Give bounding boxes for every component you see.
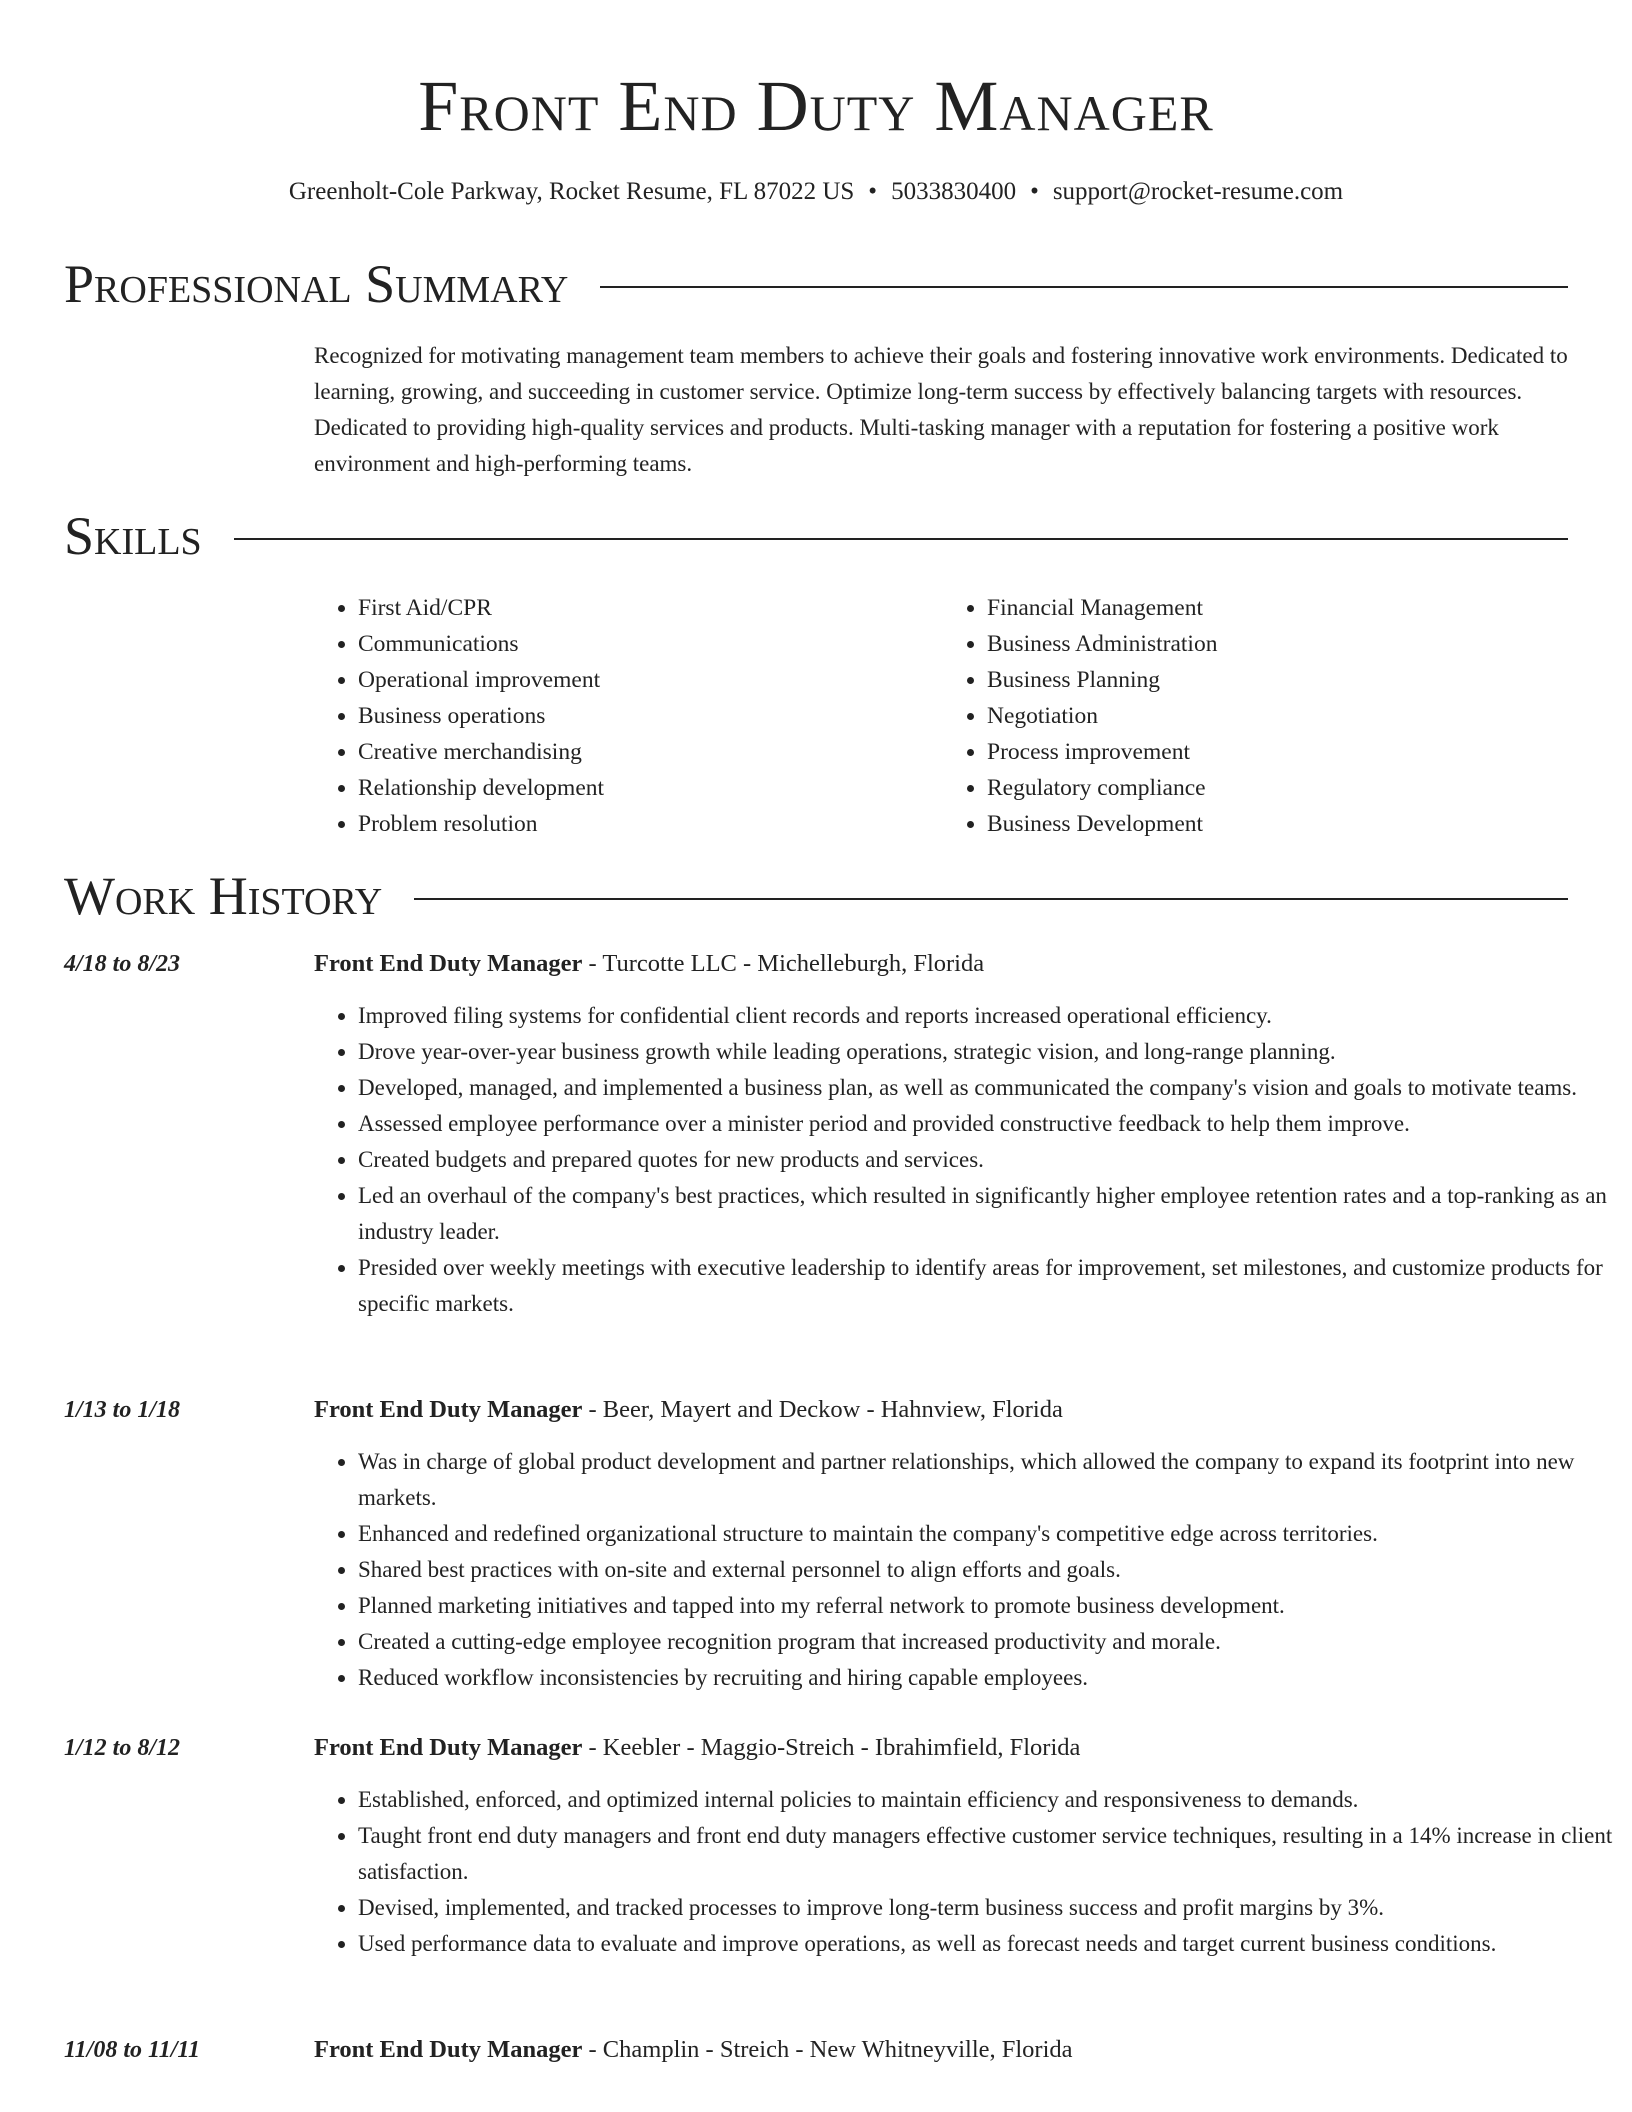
email-link[interactable]: support@rocket-resume.com — [1052, 178, 1344, 205]
job-bullet: • Led an overhaul of the company's best practices, which resulted in significantly higher employee retention rates and a top-ranking as an industry leader. — [358, 1178, 1616, 1250]
job-title: Front End Duty Manager — [314, 1734, 583, 1761]
skill-item: • First Aid/CPR — [358, 590, 943, 626]
contact-line — [0, 174, 1632, 210]
skill-item: • Business Administration — [987, 626, 1572, 662]
job-title: Front End Duty Manager — [314, 1396, 583, 1423]
skill-item: • Business Planning — [987, 662, 1572, 698]
job-employer: - Beer, Mayert and Deckow - Hahnview, Florida — [582, 1396, 1063, 1423]
job-bullet: • Shared best practices with on-site and external personnel to align efforts and goals. — [358, 1552, 1616, 1588]
job-bullet: • Devised, implemented, and tracked processes to improve long-term business success and profit margins by 3%. — [358, 1890, 1616, 1926]
section-divider — [600, 286, 1568, 288]
job-bullet: • Was in charge of global product development and partner relationships, which allowed the company to expand its footprint into new markets. — [358, 1444, 1616, 1516]
skills-list — [314, 590, 1572, 842]
job-bullet: • Enhanced and redefined organizational structure to maintain the company's competitive edge across territories. — [358, 1516, 1616, 1552]
job-heading — [314, 946, 984, 982]
work-history-heading: Work History — [64, 866, 383, 926]
job-bullet: • Created a cutting-edge employee recognition program that increased productivity and morale. — [358, 1624, 1616, 1660]
skill-item: • Creative merchandising — [358, 734, 943, 770]
job-dates: 1/13 to 1/18 — [64, 1397, 181, 1423]
skill-item: • Operational improvement — [358, 662, 943, 698]
summary-heading: Professional Summary — [64, 254, 569, 314]
skills-heading: Skills — [64, 506, 202, 566]
work-history-section-header — [64, 864, 1568, 928]
job-bullet: • Used performance data to evaluate and improve operations, as well as forecast needs and target current business conditions. — [358, 1926, 1616, 1962]
skill-item: • Regulatory compliance — [987, 770, 1572, 806]
job-bullet: • Established, enforced, and optimized internal policies to maintain efficiency and responsiveness to demands. — [358, 1782, 1616, 1818]
summary-section-header — [64, 252, 1568, 316]
job-employer: - Turcotte LLC - Michelleburgh, Florida — [582, 950, 985, 977]
job-dates: 4/18 to 8/23 — [64, 951, 181, 977]
skill-item: • Relationship development — [358, 770, 943, 806]
job-dates: 1/12 to 8/12 — [64, 1735, 181, 1761]
skill-item: • Financial Management — [987, 590, 1572, 626]
contact-separator: • — [868, 178, 878, 205]
job-bullet: • Developed, managed, and implemented a business plan, as well as communicated the company's vision and goals to motivate teams. — [358, 1070, 1616, 1106]
job-bullets — [314, 1444, 1616, 1696]
summary-text: Recognized for motivating management team members to achieve their goals and fostering innovative work environments. Dedicated to learning, growing, and succeeding in customer service. Optimize long-term success by effectively balancing targets with resources. Dedicated to providing high-quality services and products. Multi-tasking manager with a reputation for fostering a positive work environment and high-performing teams. — [314, 343, 1568, 476]
job-heading — [314, 2032, 1073, 2068]
address: Greenholt-Cole Parkway, Rocket Resume, FL 87022 US — [288, 178, 855, 205]
skills-column-right — [943, 590, 1572, 842]
job-employer: - Keebler - Maggio-Streich - Ibrahimfield, Florida — [582, 1734, 1081, 1761]
skill-item: • Problem resolution — [358, 806, 943, 842]
phone: 5033830400 — [891, 178, 1017, 205]
skills-column-left — [314, 590, 943, 842]
job-heading — [314, 1730, 1080, 1766]
job-bullets — [314, 998, 1616, 1322]
skills-section-header — [64, 504, 1568, 568]
job-title: Front End Duty Manager — [314, 2036, 583, 2063]
skill-item: • Communications — [358, 626, 943, 662]
job-employer: - Champlin - Streich - New Whitneyville, Florida — [582, 2036, 1073, 2063]
skill-item: • Process improvement — [987, 734, 1572, 770]
job-bullet: • Reduced workflow inconsistencies by recruiting and hiring capable employees. — [358, 1660, 1616, 1696]
job-bullet: • Created budgets and prepared quotes for new products and services. — [358, 1142, 1616, 1178]
candidate-name: Front End Duty Manager — [418, 66, 1214, 146]
section-divider — [234, 538, 1568, 540]
job-bullet: • Presided over weekly meetings with executive leadership to identify areas for improvement, set milestones, and customize products for specific markets. — [358, 1250, 1616, 1322]
skill-item: • Business operations — [358, 698, 943, 734]
job-bullets — [314, 1782, 1616, 1962]
contact-separator: • — [1030, 178, 1039, 205]
job-dates: 11/08 to 11/11 — [64, 2037, 201, 2063]
section-divider — [414, 898, 1568, 900]
job-title: Front End Duty Manager — [314, 950, 583, 977]
job-bullet: • Planned marketing initiatives and tapped into my referral network to promote business development. — [358, 1588, 1616, 1624]
skill-item: • Negotiation — [987, 698, 1572, 734]
job-bullet: • Drove year-over-year business growth while leading operations, strategic vision, and long-range planning. — [358, 1034, 1616, 1070]
job-bullet: • Assessed employee performance over a minister period and provided constructive feedback to help them improve. — [358, 1106, 1616, 1142]
job-bullet: • Improved filing systems for confidential client records and reports increased operational efficiency. — [358, 998, 1616, 1034]
skill-item: • Business Development — [987, 806, 1572, 842]
job-bullet: • Taught front end duty managers and front end duty managers effective customer service techniques, resulting in a 14% increase in client satisfaction. — [358, 1818, 1616, 1890]
job-heading — [314, 1392, 1063, 1428]
